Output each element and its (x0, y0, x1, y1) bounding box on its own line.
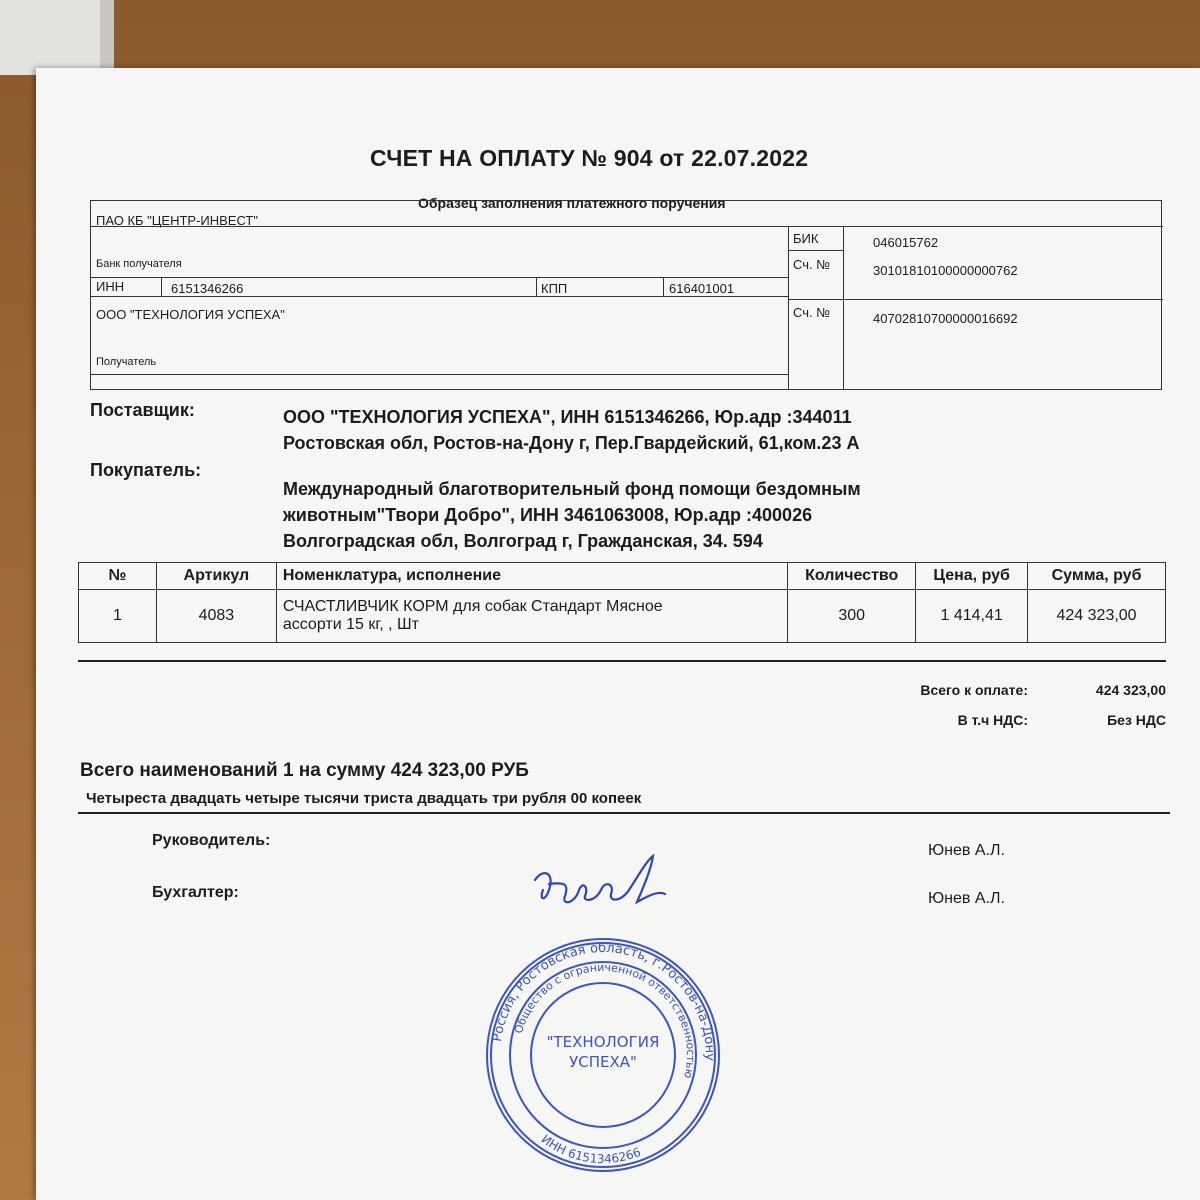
item-name-line-1: СЧАСТЛИВЧИК КОРМ для собак Стандарт Мясное (282, 598, 663, 615)
supplier-details (283, 404, 1083, 456)
recipient-label: Получатель (96, 356, 157, 368)
divider-line (78, 812, 1170, 814)
row-number: 1 (79, 590, 157, 643)
corr-account-value: 30101810100000000762 (873, 263, 1018, 278)
item-name-line-2: ассорти 15 кг, , Шт (282, 616, 419, 633)
kpp-label: КПП (541, 281, 568, 296)
background-paper-corner (0, 0, 100, 75)
column-header: № (79, 563, 157, 590)
table-header-row (79, 563, 1166, 590)
inn-value: 6151346266 (171, 281, 244, 296)
supplier-label: Поставщик: (90, 400, 195, 420)
table-row (79, 590, 1166, 643)
background-strip (100, 0, 114, 75)
stamp-inn-text: ИНН 6151346266 (538, 1131, 643, 1167)
handwritten-signature (525, 850, 685, 920)
invoice-title: СЧЕТ НА ОПЛАТУ № 904 от 22.07.2022 (370, 145, 809, 171)
stamp-outer-text: Россия, Ростовская область, г.Ростов-на-Дону (489, 940, 718, 1062)
inn-label: ИНН (96, 279, 125, 294)
items-table (78, 562, 1166, 643)
recipient-name: ООО "ТЕХНОЛОГИЯ УСПЕХА" (96, 307, 285, 322)
director-name: Юнев А.Л. (928, 842, 1005, 859)
supplier-line-2: Ростовская обл, Ростов-на-Дону г, Пер.Гвардейский, 61,ком.23 А (283, 433, 860, 453)
row-article: 4083 (156, 590, 276, 643)
stamp-center-line-1: "ТЕХНОЛОГИЯ (546, 1033, 660, 1051)
row-quantity: 300 (788, 590, 916, 643)
buyer-label: Покупатель: (90, 460, 202, 480)
buyer-line-3: Волгоградская обл, Волгоград г, Гражданская, 34. 594 (283, 531, 763, 551)
row-sum: 424 323,00 (1028, 590, 1166, 643)
column-header: Сумма, руб (1028, 563, 1166, 590)
total-label: Всего к оплате: (920, 682, 1028, 698)
column-header: Номенклатура, исполнение (276, 563, 787, 590)
stamp-center-line-2: УСПЕХА" (569, 1053, 637, 1071)
company-seal-stamp (483, 935, 723, 1175)
buyer-details (283, 476, 1083, 554)
accountant-label: Бухгалтер: (152, 884, 239, 901)
kpp-value: 616401001 (669, 281, 735, 296)
divider-line (78, 660, 1166, 662)
row-item-name (276, 590, 787, 643)
accountant-name: Юнев А.Л. (928, 890, 1005, 907)
bik-label: БИК (793, 231, 819, 246)
column-header: Цена, руб (916, 563, 1028, 590)
total-value: 424 323,00 (1095, 682, 1166, 698)
row-price: 1 414,41 (916, 590, 1028, 643)
supplier-line-1: ООО "ТЕХНОЛОГИЯ УСПЕХА", ИНН 6151346266, Юр.адр :344011 (283, 407, 852, 427)
corr-account-label: Сч. № (793, 257, 831, 272)
bank-name-label: Банк получателя (96, 258, 182, 270)
column-header: Артикул (156, 563, 276, 590)
bank-details-box (90, 200, 1162, 390)
column-header: Количество (788, 563, 916, 590)
account-label: Сч. № (793, 305, 831, 320)
bank-name: ПАО КБ "ЦЕНТР-ИНВЕСТ" (96, 213, 258, 228)
bik-value: 046015762 (873, 235, 939, 250)
buyer-line-2: животным"Твори Добро", ИНН 3461063008, Юр.адр :400026 (283, 505, 813, 525)
account-value: 40702810700000016692 (873, 311, 1018, 326)
director-label: Руководитель: (152, 832, 271, 849)
payment-order-sample-label: Образец заполнения платежного поручения (418, 195, 726, 211)
vat-value: Без НДС (1107, 712, 1166, 728)
stamp-middle-text: Общество с ограниченной ответственностью (511, 960, 698, 1080)
amount-in-words: Четыреста двадцать четыре тысячи триста двадцать три рубля 00 копеек (86, 790, 642, 807)
buyer-line-1: Международный благотворительный фонд помощи бездомным (283, 479, 861, 499)
vat-label: В т.ч НДС: (957, 712, 1028, 728)
summary-line: Всего наименований 1 на сумму 424 323,00 РУБ (80, 760, 529, 781)
